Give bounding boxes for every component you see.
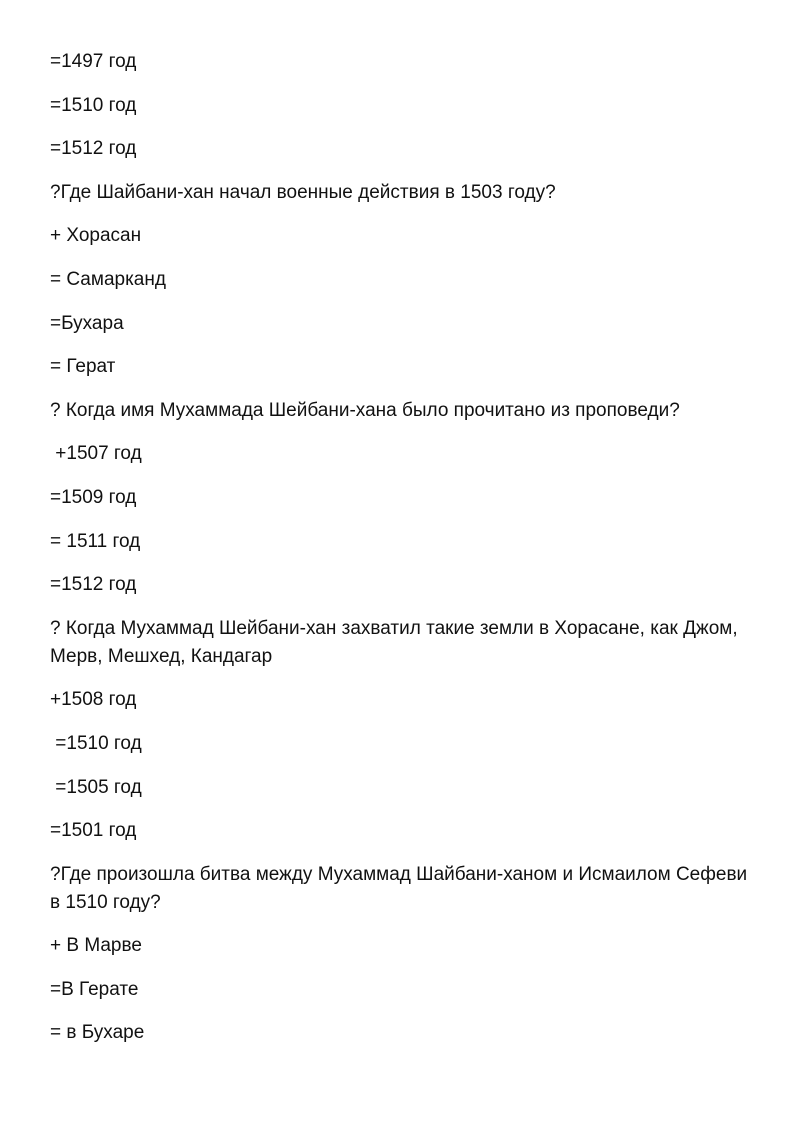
answer-option: =1510 год: [50, 94, 137, 116]
document-body: [50, 48, 753, 1063]
answer-option: =В Герате: [50, 978, 139, 1000]
question-text: ?Где произошла битва между Мухаммад Шайбани-ханом и Исмаилом Сефеви в 1510 году?: [50, 863, 753, 913]
answer-option-correct: + В Марве: [50, 935, 142, 957]
answer-option: = Герат: [50, 356, 116, 378]
question-text: ?Где Шайбани-хан начал военные действия в 1503 году?: [50, 181, 556, 203]
answer-option-correct: + Хорасан: [50, 225, 142, 247]
question-text: ? Когда Мухаммад Шейбани-хан захватил такие земли в Хорасане, как Джом, Мерв, Мешхед, Кандагар: [50, 617, 743, 667]
answer-option: =1505 год: [50, 776, 142, 798]
answer-option: =1512 год: [50, 574, 137, 596]
question-text: ? Когда имя Мухаммада Шейбани-хана было прочитано из проповеди?: [50, 399, 680, 421]
answer-option: = в Бухаре: [50, 1022, 145, 1044]
answer-option: = Самарканд: [50, 268, 166, 290]
answer-option: =1497 год: [50, 51, 137, 72]
answer-option: =1509 год: [50, 486, 137, 508]
answer-option: =1501 год: [50, 820, 137, 842]
answer-option-correct: +1508 год: [50, 689, 137, 711]
answer-option-correct: +1507 год: [50, 443, 142, 465]
answer-option: =Бухара: [50, 312, 124, 334]
answer-option: = 1511 год: [50, 530, 141, 552]
answer-option: =1512 год: [50, 138, 137, 160]
answer-option: =1510 год: [50, 732, 142, 754]
